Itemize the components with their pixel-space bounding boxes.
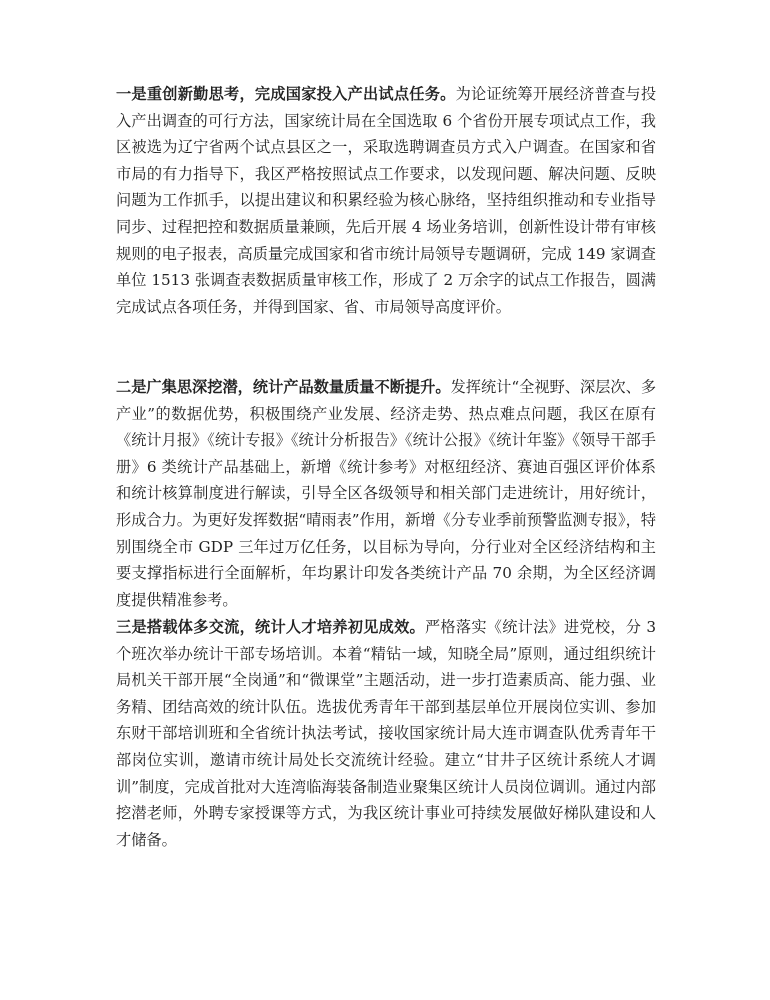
paragraph-innovation (116, 81, 656, 320)
paragraph-heading: 三是搭载体多交流，统计人才培养初见成效。 (116, 618, 425, 636)
paragraph-heading: 二是广集思深挖潜，统计产品数量质量不断提升。 (116, 378, 451, 396)
paragraph-heading: 一是重创新勤思考，完成国家投入产出试点任务。 (116, 85, 456, 103)
paragraph-statistical-products (116, 374, 656, 613)
paragraph-body: 为论证统筹开展经济普查与投入产出调查的可行方法，国家统计局在全国选取 6 个省份开展专项试点工作，我区被选为辽宁省两个试点县区之一，采取选聘调查员方式入户调查。在国家和省市局的有力指导下，我区严格按照试点工作要求，以发现问题、解决问题、反映问题为工作抓手，以提出建议和积累经验为核心脉络，坚持组织推动和专业指导同步、过程把控和数据质量兼顾，先后开展 4 场业务培训，创新性设计带有审核规则的电子报表，高质量完成国家和省市统计局领导专题调研，完成 149 家调查单位 1513 张调查表数据质量审核工作，形成了 2 万余字的试点工作报告，圆满完成试点各项任务，并得到国家、省、市局领导高度评价。 (116, 85, 657, 316)
paragraph-body: 发挥统计“全视野、深层次、多产业”的数据优势，积极围绕产业发展、经济走势、热点难点问题，我区在原有《统计月报》《统计专报》《统计分析报告》《统计公报》《统计年鉴》《领导干部手册》6 类统计产品基础上，新增《统计参考》对枢纽经济、赛迪百强区评价体系和统计核算制度进行解读，引导全区各级领导和相关部门走进统计，用好统计，形成合力。为更好发挥数据“晴雨表”作用，新增《分专业季前预警监测专报》，特别围绕全市 GDP 三年过万亿任务，以目标为导向，分行业对全区经济结构和主要支撑指标进行全面解析，年均累计印发各类统计产品 70 余期，为全区经济调度提供精准参考。 (116, 378, 657, 609)
paragraph-talent-training (116, 614, 656, 853)
paragraph-body: 严格落实《统计法》进党校，分 3 个班次举办统计干部专场培训。本着“精钻一域，知晓全局”原则，通过组织统计局机关干部开展“全岗通”和“微课堂”主题活动，进一步打造素质高、能力强、业务精、团结高效的统计队伍。选拔优秀青年干部到基层单位开展岗位实训、参加东财干部培训班和全省统计执法考试，接收国家统计局大连市调查队优秀青年干部岗位实训，邀请市统计局处长交流统计经验。建立“甘井子区统计系统人才调训”制度，完成首批对大连湾临海装备制造业聚集区统计人员岗位调训。通过内部挖潜老师，外聘专家授课等方式，为我区统计事业可持续发展做好梯队建设和人才储备。 (116, 618, 656, 849)
